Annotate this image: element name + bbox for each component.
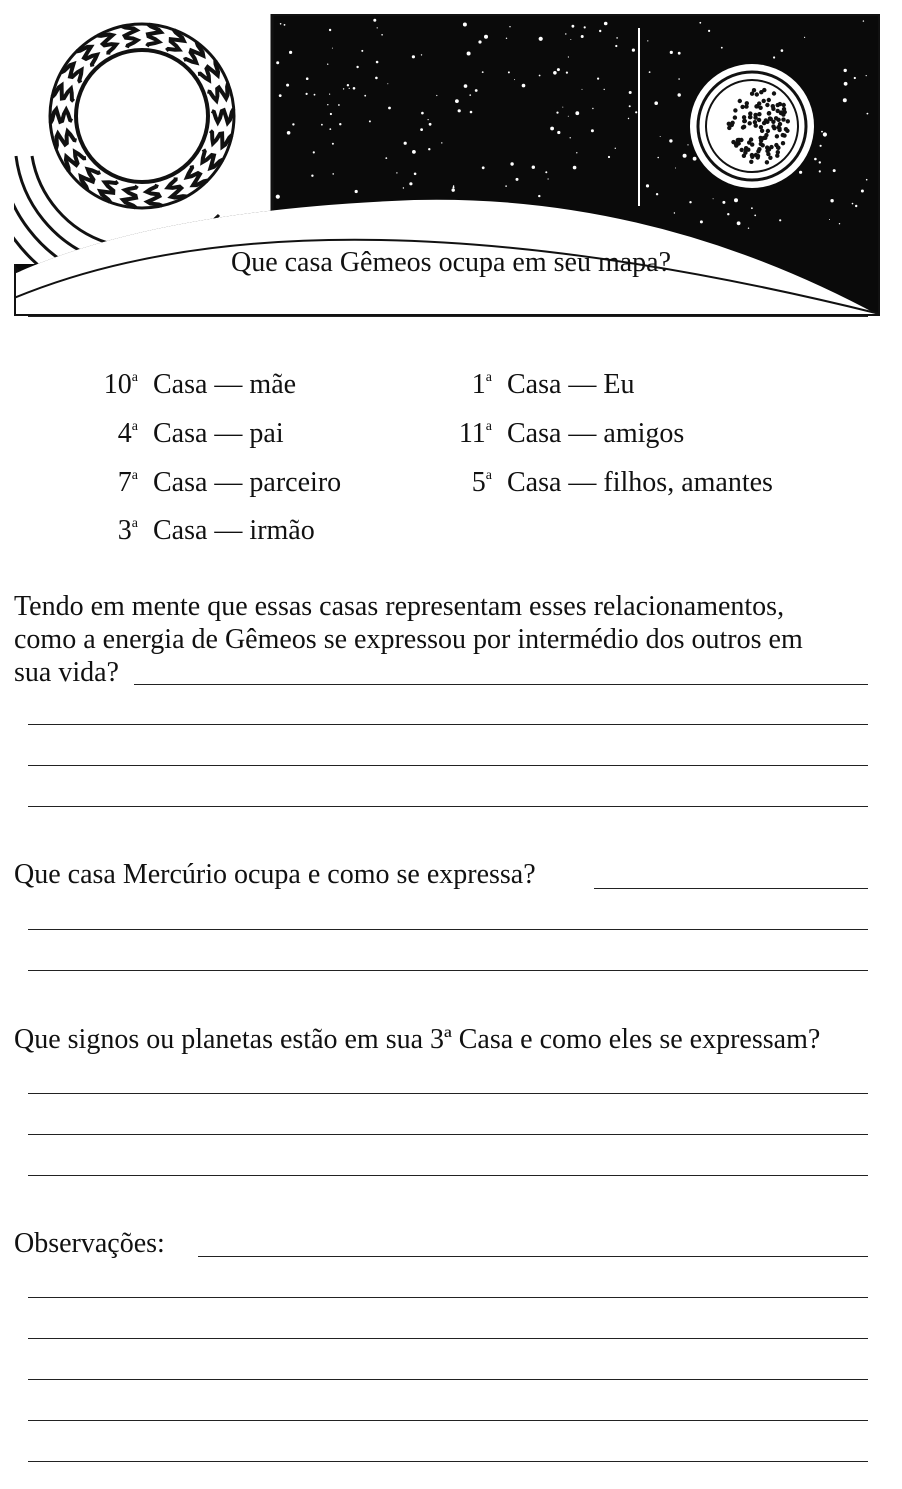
question-1-line-2: como a energia de Gêmeos se expressou por intermédio dos outros em	[14, 624, 803, 655]
answer-line[interactable]	[134, 684, 868, 685]
answer-line[interactable]	[28, 1093, 868, 1094]
banner-title: Que casa Gêmeos ocupa em seu mapa?	[230, 247, 672, 278]
answer-line	[28, 316, 868, 317]
house-item: 10$^a$ Casa — mãe	[103, 369, 297, 400]
answer-line[interactable]	[28, 970, 868, 971]
answer-line[interactable]	[28, 929, 868, 930]
house-item: 11$^a$ Casa — amigos	[458, 418, 685, 449]
answer-line[interactable]	[28, 1420, 868, 1421]
answer-line[interactable]	[28, 1297, 868, 1298]
answer-line[interactable]	[594, 888, 868, 889]
house-item: 7$^a$ Casa — parceiro	[117, 467, 342, 498]
answer-line[interactable]	[28, 1379, 868, 1380]
answer-line[interactable]	[28, 1175, 868, 1176]
question-3: Que signos ou planetas estão em sua 3ª Casa e como eles se expressam?	[14, 1024, 821, 1055]
answer-line[interactable]	[28, 1134, 868, 1135]
house-item: 1$^a$ Casa — Eu	[471, 369, 635, 400]
notes-label: Observações:	[14, 1228, 165, 1259]
question-2: Que casa Mercúrio ocupa e como se expressa?	[14, 859, 536, 890]
house-item: 5$^a$ Casa — filhos, amantes	[471, 467, 773, 498]
question-1-line-3: sua vida?	[14, 657, 119, 688]
answer-line[interactable]	[28, 806, 868, 807]
answer-line[interactable]	[28, 765, 868, 766]
answer-line[interactable]	[28, 1461, 868, 1462]
house-item: 3$^a$ Casa — irmão	[117, 515, 315, 546]
answer-line[interactable]	[198, 1256, 868, 1257]
question-1-line-1: Tendo em mente que essas casas representam esses relacionamentos,	[14, 591, 785, 622]
moon-icon	[690, 64, 814, 188]
house-item: 4$^a$ Casa — pai	[117, 418, 284, 449]
answer-line[interactable]	[28, 724, 868, 725]
answer-line[interactable]	[28, 1338, 868, 1339]
